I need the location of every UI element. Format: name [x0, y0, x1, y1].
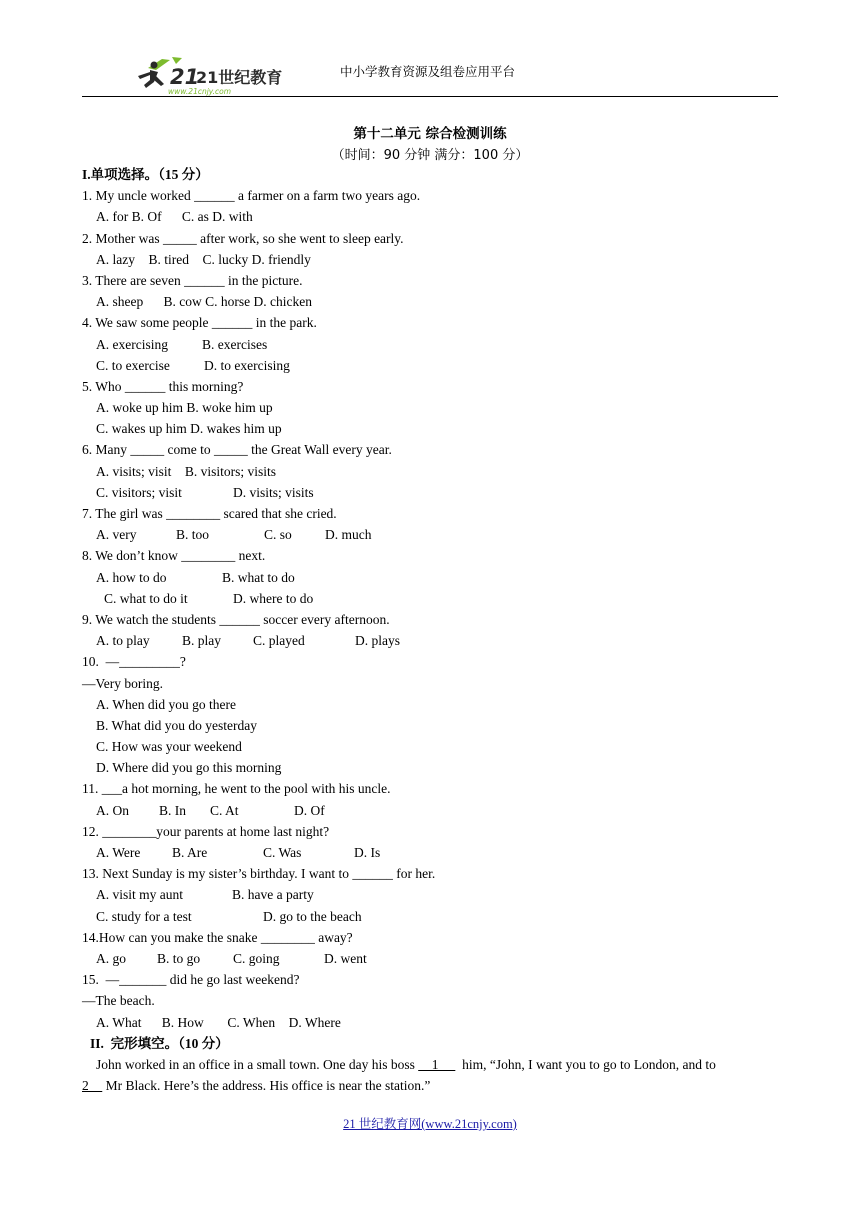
question-options: C. wakes up him D. wakes him up — [96, 421, 282, 437]
option-b: B. Are — [172, 845, 208, 860]
option-d: D. go to the beach — [263, 908, 362, 924]
logo-runner-icon — [132, 54, 292, 96]
option-b: B. too — [176, 527, 210, 543]
question-options — [82, 630, 782, 651]
svg-text:21世纪教育: 21世纪教育 — [196, 68, 283, 87]
dialogue-answer: —The beach. — [82, 993, 155, 1009]
option-d: D. visits; visits — [233, 484, 314, 500]
question-options: A. for B. Of C. as D. with — [96, 209, 253, 225]
question-stem: 9. We watch the students ______ soccer every afternoon. — [82, 611, 390, 627]
option-d: D. to exercising — [204, 357, 290, 373]
question-options — [82, 355, 782, 376]
option-a: A. On — [96, 802, 129, 818]
question-options: A. What B. How C. When D. Where — [96, 1014, 341, 1030]
option-b: B. What did you do yesterday — [96, 717, 257, 733]
question-stem: 14.How can you make the snake ________ away? — [82, 929, 353, 945]
option-a: A. When did you go there — [96, 696, 236, 712]
blank-1: 1 — [418, 1056, 456, 1072]
option-a: A. Were — [96, 845, 141, 860]
question-options: A. woke up him B. woke him up — [96, 400, 273, 416]
option-c: C. How was your weekend — [96, 739, 242, 755]
option-a: A. to play — [96, 633, 150, 649]
question-options — [82, 800, 782, 821]
option-c: C. visitors; visit — [96, 484, 182, 500]
option-c: C. to exercise — [96, 357, 170, 373]
page-header — [82, 52, 778, 97]
option-b: B. to go — [157, 950, 201, 966]
question-options — [82, 524, 782, 545]
footer-link[interactable]: 21 世纪教育网(www.21cnjy.com) — [343, 1117, 517, 1131]
option-c: C. so — [264, 527, 292, 543]
question-options — [82, 334, 782, 355]
option-b: B. exercises — [202, 336, 268, 352]
option-b: B. In — [159, 802, 186, 818]
section-heading: I.单项选择。（15 分） — [82, 167, 209, 182]
svg-text:www.21cnjy.com: www.21cnjy.com — [168, 87, 232, 96]
option-a: A. go — [96, 950, 126, 966]
question-options — [82, 567, 782, 588]
section-heading: II. 完形填空。（10 分） — [90, 1035, 229, 1051]
question-stem: 6. Many _____ come to _____ the Great Wall every year. — [82, 442, 392, 458]
question-options — [82, 948, 782, 969]
question-stem: 10. —_________? — [82, 654, 186, 670]
question-stem: 15. —_______ did he go last weekend? — [82, 972, 300, 988]
option-d: D. much — [325, 527, 372, 543]
svg-text:21: 21 — [170, 65, 200, 89]
passage-text: John worked in an office in a small town. One day his boss — [96, 1056, 419, 1072]
option-d: D. Where did you go this morning — [96, 760, 282, 776]
option-b: B. play — [182, 633, 221, 649]
page-footer — [0, 1114, 860, 1132]
passage-text: Mr Black. Here’s the address. His office is near the station.” — [102, 1078, 431, 1094]
option-b: B. what to do — [222, 569, 295, 585]
option-d: D. plays — [355, 633, 400, 649]
option-a: A. visit my aunt — [96, 887, 183, 903]
option-a: A. exercising — [96, 336, 168, 352]
question-options — [82, 482, 782, 503]
dialogue-answer: —Very boring. — [82, 675, 163, 691]
platform-name: 中小学教育资源及组卷应用平台 — [340, 64, 516, 79]
logo — [132, 54, 292, 96]
option-d: D. went — [324, 950, 367, 966]
page-title: 第十二单元 综合检测训练 — [353, 126, 507, 142]
option-c: C. Was — [263, 845, 302, 860]
option-c: C. At — [210, 802, 239, 818]
option-c: C. study for a test — [96, 908, 192, 924]
option-d: D. where to do — [233, 590, 314, 606]
exam-content — [82, 164, 782, 1096]
question-stem: 2. Mother was _____ after work, so she went to sleep early. — [82, 230, 404, 246]
option-c: C. played — [253, 633, 305, 649]
option-d: D. Of — [294, 802, 325, 818]
question-stem: 7. The girl was ________ scared that she cried. — [82, 506, 337, 521]
passage-line — [82, 1075, 782, 1096]
option-c: C. what to do it — [104, 590, 188, 606]
question-options: A. visits; visit B. visitors; visits — [96, 463, 277, 479]
question-stem: 1. My uncle worked ______ a farmer on a farm two years ago. — [82, 188, 421, 204]
question-options — [82, 588, 782, 609]
question-stem: 5. Who ______ this morning? — [82, 378, 244, 394]
question-stem: 12. ________your parents at home last night? — [82, 823, 330, 839]
question-stem: 8. We don’t know ________ next. — [82, 548, 266, 564]
question-options: A. sheep B. cow C. horse D. chicken — [96, 294, 312, 310]
question-options — [82, 906, 782, 927]
passage-text: him, “John, I want you to go to London, and to — [455, 1056, 716, 1072]
question-stem: 13. Next Sunday is my sister’s birthday. I want to ______ for her. — [82, 866, 436, 882]
page-subtitle: （时间：90 分钟 满分：100 分） — [331, 148, 529, 163]
question-options: A. lazy B. tired C. lucky D. friendly — [96, 251, 311, 267]
blank-2: 2 — [82, 1078, 103, 1094]
option-a: A. very — [96, 527, 137, 543]
question-options — [82, 842, 782, 863]
question-stem: 4. We saw some people ______ in the park. — [82, 315, 317, 331]
question-stem: 3. There are seven ______ in the picture. — [82, 272, 303, 288]
passage-line — [82, 1054, 782, 1075]
question-stem: 11. ___a hot morning, he went to the pool with his uncle. — [82, 781, 391, 797]
option-a: A. how to do — [96, 569, 167, 585]
question-options — [82, 884, 782, 905]
option-b: B. have a party — [232, 887, 314, 903]
option-d: D. Is — [354, 845, 381, 860]
option-c: C. going — [233, 950, 280, 966]
